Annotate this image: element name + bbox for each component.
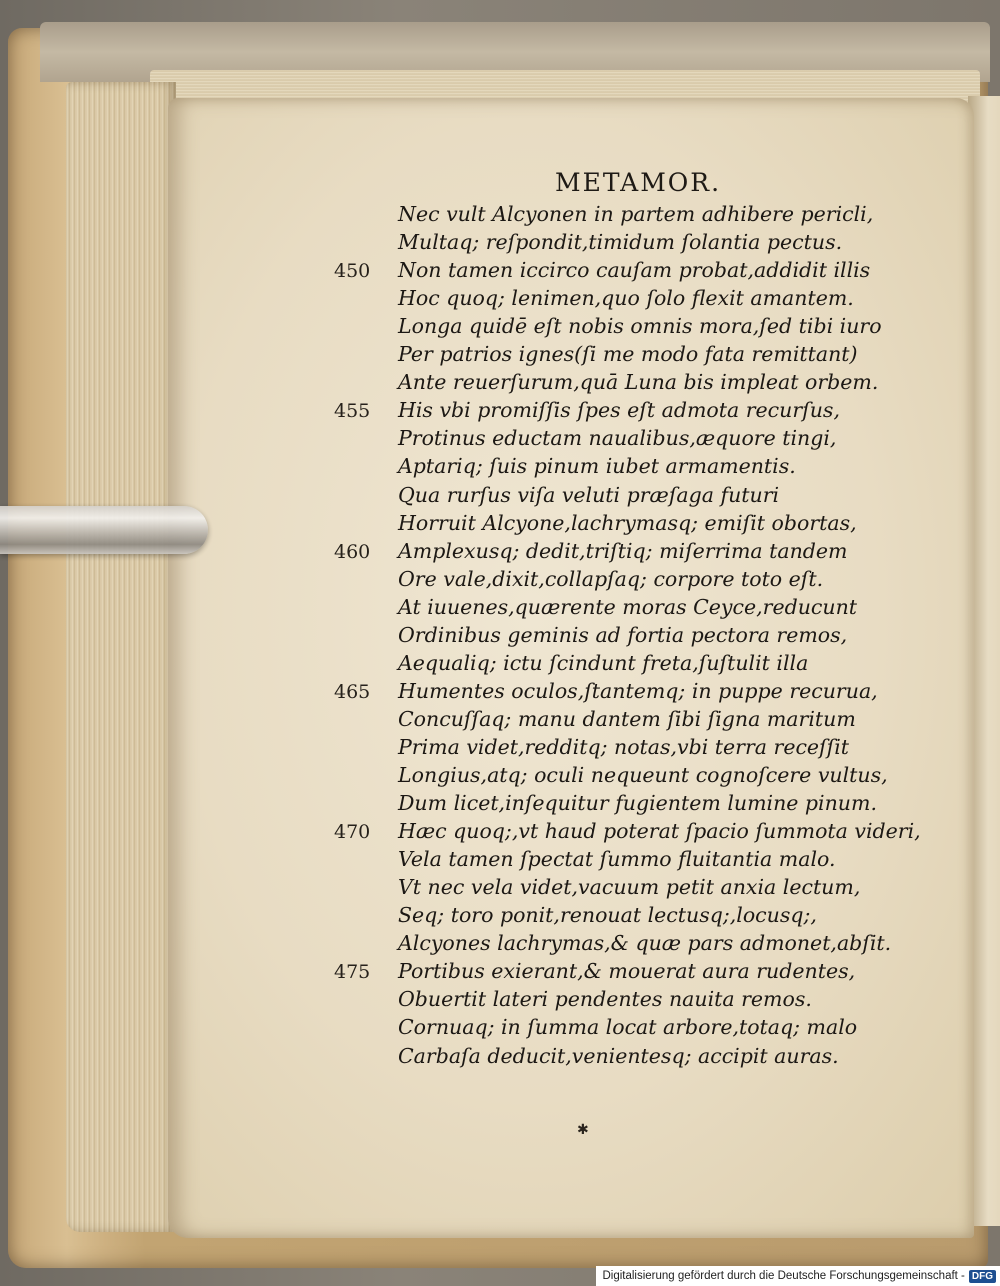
verse-line: Non tamen iccirco cauſam probat,addidit illis xyxy=(398,258,871,283)
verse-line: Per patrios ignes(ſi me modo fata remittant) xyxy=(398,342,858,367)
line-number: 460 xyxy=(334,540,371,563)
verse-line: Carbaſa deducit,venientesq; accipit auras. xyxy=(398,1043,839,1068)
verse-line: Portibus exierant,& mouerat aura rudentes, xyxy=(398,959,856,984)
signature-mark: ✱ xyxy=(577,1122,589,1138)
verse-line: At iuuenes,quærente moras Ceyce,reducunt xyxy=(398,594,858,619)
verse-line: Obuertit lateri pendentes nauita remos. xyxy=(398,987,812,1012)
dfg-logo: DFG xyxy=(969,1270,996,1283)
verse-line: Hoc quoq; lenimen,quo ſolo flexit amantem. xyxy=(398,286,854,311)
verse-line: Multaq; reſpondit,timidum ſolantia pectus. xyxy=(398,230,843,255)
verse-line: Longius,atq; oculi nequeunt cognoſcere vultus, xyxy=(398,763,888,787)
verse-line: Nec vult Alcyonen in partem adhibere pericli, xyxy=(398,202,874,226)
footer-credit xyxy=(596,1266,1000,1286)
verse-line: Qua rurſus viſa veluti præſaga futuri xyxy=(398,482,780,507)
line-number: 475 xyxy=(334,961,371,984)
verse-line: Protinus eductam naualibus,æquore tingi, xyxy=(398,426,837,451)
verse-line: Alcyones lachrymas,& quæ pars admonet,abſit. xyxy=(398,931,892,956)
verse-line: Seq; toro ponit,renouat lectusq;,locusq;, xyxy=(398,903,817,928)
verse-line: Cornuaq; in ſumma locat arbore,totaq; malo xyxy=(398,1015,858,1040)
verse-line: Vela tamen ſpectat ſummo fluitantia malo. xyxy=(398,847,836,872)
verse-line: Ordinibus geminis ad fortia pectora remos, xyxy=(398,622,848,647)
verse-line: Dum licet,inſequitur fugientem lumine pinum. xyxy=(398,791,877,816)
verse-line: Ore vale,dixit,collapſaq; corpore toto eſt. xyxy=(398,566,824,591)
page-block-fore-edge xyxy=(66,82,176,1232)
verse-line: Longa quidē eſt nobis omnis mora,ſed tibi iuro xyxy=(398,314,882,339)
verse-line: Vt nec vela videt,vacuum petit anxia lectum, xyxy=(398,875,861,900)
verse-line: Aptariq; ſuis pinum iubet armamentis. xyxy=(398,454,796,479)
line-number: 470 xyxy=(334,821,371,844)
footer-text: Digitalisierung gefördert durch die Deutsche Forschungsgemeinschaft - xyxy=(602,1270,965,1282)
verse-line: Prima videt,redditq; notas,vbi terra receſſit xyxy=(398,734,850,759)
verse-line: His vbi promiſſis ſpes eſt admota recurſus, xyxy=(398,398,840,423)
verse-line: Amplexusq; dedit,triſtiq; miſerrima tandem xyxy=(398,538,848,563)
line-number: 450 xyxy=(334,260,371,283)
line-number: 455 xyxy=(334,400,371,423)
verse-line: Humentes oculos,ſtantemq; in puppe recurua, xyxy=(398,678,878,703)
line-number: 465 xyxy=(334,680,371,703)
verse-line: Hæc quoq;,vt haud poterat ſpacio ſummota videri, xyxy=(398,819,921,844)
running-head: METAMOR. xyxy=(555,168,722,197)
verse-line: Concuſſaq; manu dantem ſibi ſigna maritum xyxy=(398,706,856,731)
verse-line: Ante reuerſurum,quā Luna bis impleat orbem. xyxy=(398,370,879,395)
verse-line: Horruit Alcyone,lachrymasq; emiſit obortas, xyxy=(398,510,857,535)
page-holder-rod xyxy=(0,506,208,554)
verse-line: Aequaliq; ictu ſcindunt freta,ſuſtulit illa xyxy=(398,650,809,675)
